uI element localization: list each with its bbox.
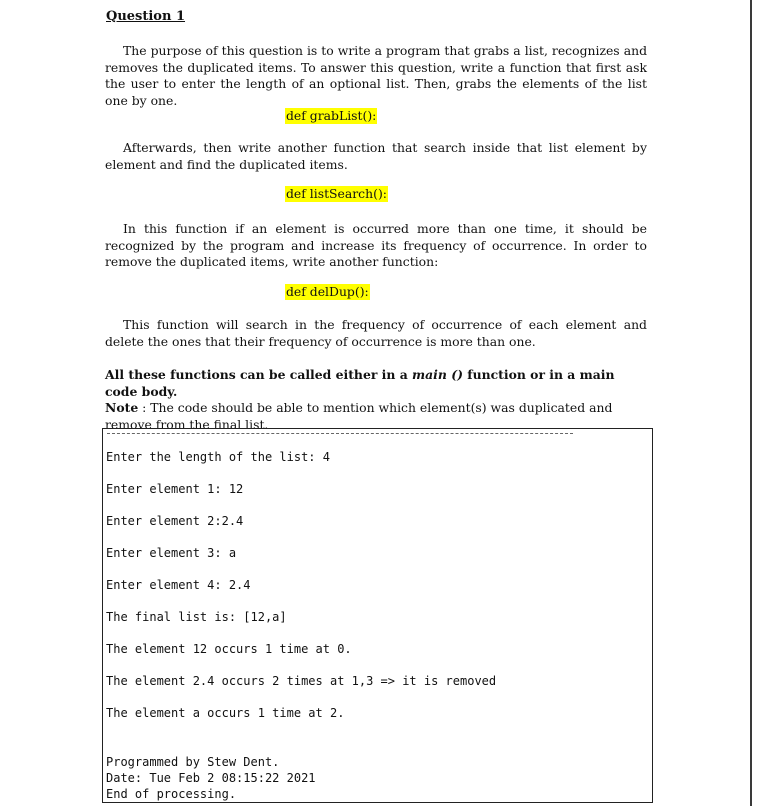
page-edge-rule (750, 0, 752, 806)
console-line: Enter element 3: a (106, 546, 237, 560)
paragraph-frequency: In this function if an element is occurred more than one time, it should be recognized by the program and increase its frequency of occurrence. In order to remove the duplicated items, write another function: (105, 221, 647, 269)
console-line: Enter element 2:2.4 (106, 514, 244, 528)
console-footer-line: End of processing. (106, 787, 237, 801)
functions-call-note: All these functions can be called either in a main () function or in a main code body. (105, 367, 615, 399)
paragraph-intro: The purpose of this question is to write a program that grabs a list, recognizes and removes the duplicated items. To answer this question, write a function that first ask the user to enter the length of an optional list. Then, grabs the elements of the list one by one. (105, 43, 647, 108)
console-output-box (102, 428, 653, 803)
notes-block (105, 367, 650, 433)
console-line: The element 2.4 occurs 2 times at 1,3 => it is removed (106, 674, 497, 688)
note-text: : The code should be able to mention which element(s) was duplicated and remove from the final list. (105, 400, 613, 432)
function-deldup: def delDup(): (286, 284, 369, 299)
console-line: Enter element 1: 12 (106, 482, 244, 496)
console-line: The final list is: [12,a] (106, 610, 287, 624)
dashed-separator (107, 433, 573, 434)
paragraph-delete: This function will search in the frequency of occurrence of each element and delete the ones that their frequency of occurrence is more than one. (105, 317, 647, 349)
paragraph-search: Afterwards, then write another function that search inside that list element by element and find the duplicated items. (105, 140, 647, 172)
console-line: The element a occurs 1 time at 2. (106, 706, 345, 720)
console-line: The element 12 occurs 1 time at 0. (106, 642, 352, 656)
console-footer-line: Programmed by Stew Dent. (106, 755, 280, 769)
console-footer-line: Date: Tue Feb 2 08:15:22 2021 (106, 771, 316, 785)
question-heading: Question 1 (106, 9, 186, 24)
note-label: Note (105, 400, 139, 415)
function-grablist: def grabList(): (286, 108, 377, 123)
function-listsearch: def listSearch(): (286, 186, 387, 201)
console-line: Enter the length of the list: 4 (106, 450, 330, 464)
main-function-name: main () (412, 367, 463, 382)
console-line: Enter element 4: 2.4 (106, 578, 251, 592)
